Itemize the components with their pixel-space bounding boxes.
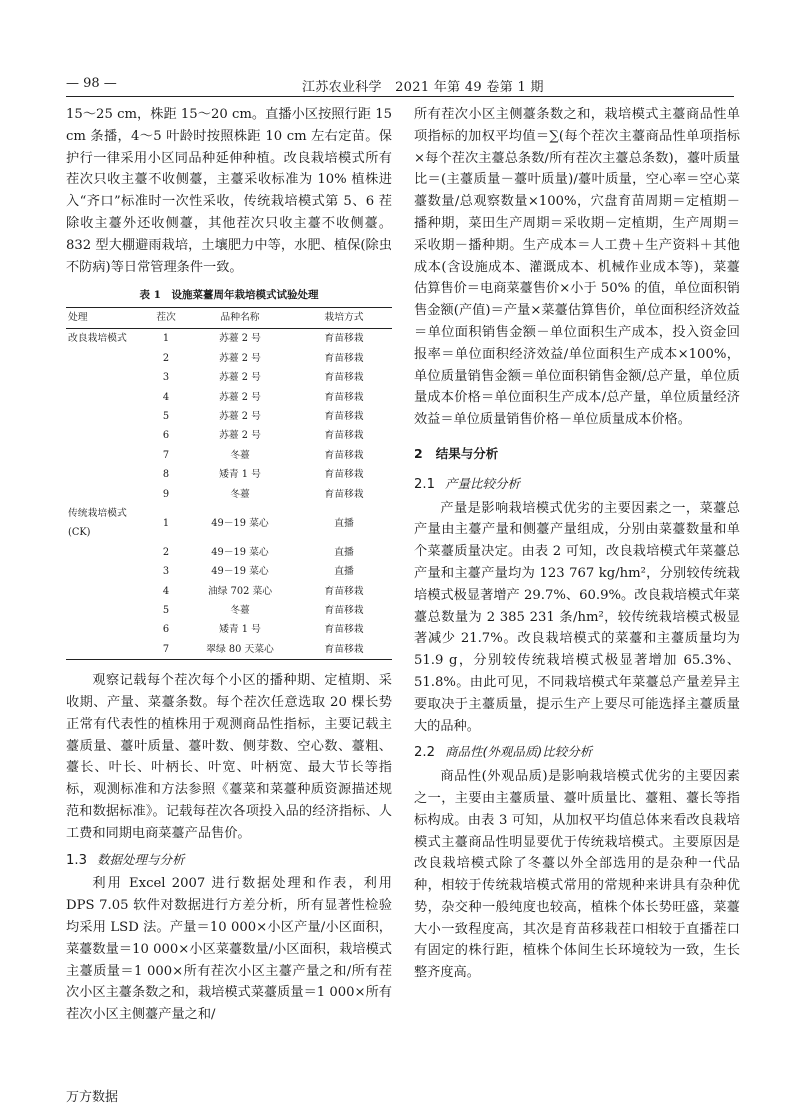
table-cell: 苏薹 2 号: [219, 372, 261, 384]
table-cell: 7: [162, 449, 170, 461]
table-row: [66, 504, 392, 543]
table-cell: 传统栽培模式(CK): [68, 508, 127, 539]
table-cell: [66, 388, 148, 407]
table-row: [66, 601, 392, 620]
table-cell: 育苗移栽: [324, 605, 364, 617]
table-cell: 49－19 菜心: [211, 546, 269, 558]
subsection-heading-2-2: [414, 741, 740, 764]
table-cell: 4: [162, 585, 170, 597]
table-row: [66, 640, 392, 660]
table-cell: [66, 543, 148, 562]
table-cell: [66, 620, 148, 639]
table-cell: 育苗移栽: [324, 449, 364, 461]
subsection-number: 2.2: [414, 745, 435, 761]
table-cell: [66, 446, 148, 465]
table-cell: 矮青 1 号: [219, 469, 261, 481]
table-cell: 1: [162, 517, 170, 529]
table-row: [66, 582, 392, 601]
table-cell: [66, 368, 148, 387]
treatment-table: [66, 307, 392, 660]
table-row: [66, 407, 392, 426]
table-caption: 表 1 设施菜薹周年栽培模式试验处理: [139, 289, 319, 302]
running-header: [66, 76, 734, 96]
paragraph-quality: 商品性(外观品质)是影响栽培模式优劣的主要因素之一，主要由主薹质量、薹叶质量比、薹粗、薹长等指标构成。由表 3 可知，从加权平均值总体来看改良栽培模式主薹商品性明显要优于传统栽培模式。主要原因是改良栽培模式除了冬薹以外全部选用的是杂种一代品种，相较于传统栽培模式常用的常规种来讲具有杂种优势，杂交种一般纯度也较高，植株个体长势旺盛，菜薹大小一致程度高，其次是育苗移栽茬口相较于直播茬口有固定的株行距，植株个体间生长环境较为一致，生长整齐度高。: [414, 769, 740, 981]
table-row: [66, 329, 392, 349]
table-cell: 育苗移栽: [296, 640, 392, 660]
table-cell: [66, 426, 148, 445]
journal-title: 江苏农业科学 2021 年第 49 卷第 1 期: [302, 80, 544, 95]
table-cell: 育苗移栽: [324, 469, 364, 481]
table-row: [66, 620, 392, 639]
table-cell: 冬薹: [230, 449, 250, 461]
table-cell: 冬薹: [230, 488, 250, 500]
table-cell: [66, 640, 148, 660]
table-cell: 3: [162, 372, 170, 384]
page-number: — 98 —: [66, 76, 117, 91]
table-cell: [66, 349, 148, 368]
table-cell: 49－19 菜心: [211, 517, 269, 529]
table-cell: 9: [162, 488, 170, 500]
table-cell: 苏薹 2 号: [219, 430, 261, 442]
table-row: [66, 562, 392, 581]
table-cell: [66, 485, 148, 504]
table-cell: 育苗移栽: [324, 430, 364, 442]
table-cell: [66, 407, 148, 426]
table-cell: 矮青 1 号: [219, 624, 261, 636]
left-column: [66, 104, 392, 1026]
table-cell: 苏薹 2 号: [219, 411, 261, 422]
table-header-cell: 处理: [66, 308, 148, 329]
right-column: [414, 104, 740, 984]
watermark-footer: 万方数据: [66, 1090, 119, 1105]
table-cell: 直播: [334, 517, 354, 529]
paragraph-observation: 观察记载每个茬次每个小区的播种期、定植期、采收期、产量、菜薹条数。每个茬次任意选取 20 棵长势正常有代表性的植株用于观测商品性指标，主要记载主薹质量、薹叶质量、薹叶数、侧芽数、空心数、薹粗、薹长、叶长、叶柄长、叶宽、叶柄宽、最大节长等指标，观测标准和方法参照《薹菜和菜薹种质资源描述规范和数据标准》。记载每茬次各项投入品的经济指标、人工费和同期电商菜薹产品售价。: [66, 673, 392, 841]
table-cell: 1: [162, 333, 170, 345]
table-cell: 直播: [334, 566, 354, 578]
section-title: 结果与分析: [435, 445, 499, 461]
table-row: [66, 368, 392, 387]
subsection-heading-2-1: [414, 473, 740, 496]
table-cell: 育苗移栽: [324, 585, 364, 597]
subsection-title: 数据处理与分析: [96, 851, 185, 867]
table-cell: [66, 601, 148, 620]
table-cell: 苏薹 2 号: [219, 352, 261, 364]
paragraph-formulas: 所有茬次小区主侧薹条数之和，栽培模式主薹商品性单项指标的加权平均值＝∑(每个茬次主薹商品性单项指标×每个茬次主薹总条数/所有茬次主薹总条数)，薹叶质量比＝(主薹质量－薹叶质量)/薹叶质量，空心率＝空心菜薹数量/总观察数量×100%，穴盘育苗周期＝定植期－播种期，菜田生产周期＝采收期－定植期，生产周期＝采收期－播种期。生产成本＝人工费＋生产资料＋其他成本(含设施成本、灌溉成本、机械作业成本等)，菜薹估算售价＝电商菜薹售价×小于 50% 的值，单位面积销售金额(产值)＝产量×菜薹估算售价，单位面积经济效益＝单位面积销售金额－单位面积生产成本，投入资金回报率＝单位面积经济效益/单位面积生产成本×100%，单位质量销售金额＝单位面积销售金额/总产量，单位质量成本价格＝单位面积生产成本/总产量，单位质量经济效益＝单位质量销售价格－单位质量成本价格。: [414, 107, 740, 428]
table-cell: 育苗移栽: [324, 352, 364, 364]
table-cell: 7: [148, 640, 184, 660]
table-cell: 4: [162, 391, 170, 403]
table-cell: 49－19 菜心: [211, 566, 269, 578]
section-number: 2: [414, 445, 423, 461]
table-cell: 育苗移栽: [324, 624, 364, 636]
table-cell: [66, 582, 148, 601]
table-cell: 2: [162, 546, 170, 558]
table-cell: 6: [162, 624, 170, 636]
table-row: [66, 465, 392, 484]
table-header-cell: 品种名称: [184, 308, 296, 329]
table-header-row: [66, 308, 392, 329]
table-row: [66, 543, 392, 562]
subsection-heading-1-3: [66, 849, 392, 872]
table-row: [66, 426, 392, 445]
subsection-title: 商品性(外观品质)比较分析: [444, 744, 593, 760]
table-row: [66, 388, 392, 407]
table-cell: 改良栽培模式: [68, 333, 127, 345]
table-cell: 5: [162, 605, 170, 617]
subsection-title: 产量比较分析: [444, 475, 520, 491]
table-cell: 育苗移栽: [324, 411, 364, 422]
paragraph-data-processing: 利用 Excel 2007 进行数据处理和作表，利用 DPS 7.05 软件对数据进行方差分析，所有显著性检验均采用 LSD 法。产量＝10 000×小区产量/小区面积，菜薹数量＝10 000×小区菜薹数量/小区面积，栽培模式主薹质量＝1 000×所有茬次小区主薹产量之和/所有茬次小区主薹条数之和，栽培模式菜薹质量＝1 000×所有茬次小区主侧薹产量之和/: [66, 876, 392, 1023]
paragraph-yield: 产量是影响栽培模式优劣的主要因素之一，菜薹总产量由主薹产量和侧薹产量组成，分别由菜薹数量和单个菜薹质量决定。由表 2 可知，改良栽培模式年菜薹总产量和主薹产量均为 123 767 kg/hm²，分别较传统栽培模式极显著增产 29.7%、60.9%。改良栽培模式年菜薹总数量为 2 385 231 条/hm²，较传统栽培模式极显著减少 21.7%。改良栽培模式的菜薹和主薹质量均为 51.9 g，分别较传统栽培模式极显著增加 65.3%、51.8%。由此可见，不同栽培模式年菜薹总产量差异主要取决于主薹质量，提示生产上要尽可能选择主薹质量大的品种。: [414, 500, 740, 734]
table-cell: 3: [162, 566, 170, 578]
table-row: [66, 446, 392, 465]
table-cell: 翠绿 80 天菜心: [184, 640, 296, 660]
paragraph-planting: 15～25 cm，株距 15～20 cm。直播小区按照行距 15 cm 条播，4～5 叶龄时按照株距 10 cm 左右定苗。保护行一律采用小区同品种延伸种植。改良栽培模式所有茬次只收主薹不收侧薹，主薹采收标准为 10% 植株进入“齐口”标准时一次性采收，传统栽培模式第 5、6 茬除收主薹外还收侧薹，其他茬次只收主薹不收侧薹。832 型大棚避雨栽培，土壤肥力中等，水肥、植保(除虫不防病)等日常管理条件一致。: [66, 107, 392, 275]
table-cell: 育苗移栽: [324, 333, 364, 345]
table-cell: 苏薹 2 号: [219, 333, 261, 345]
section-heading-2: [414, 443, 740, 465]
table-cell: 直播: [334, 546, 354, 558]
table-cell: 苏薹 2 号: [219, 391, 261, 403]
table-cell: 8: [162, 469, 170, 481]
subsection-number: 2.1: [414, 476, 435, 492]
table-cell: 冬薹: [230, 605, 250, 617]
table-header-cell: 茬次: [148, 308, 184, 329]
table-cell: 油绿 702 菜心: [207, 585, 273, 597]
table-cell: 育苗移栽: [324, 488, 364, 500]
table-cell: 育苗移栽: [324, 372, 364, 384]
table-cell: 2: [162, 352, 170, 364]
table-row: [66, 349, 392, 368]
header-rule: [66, 96, 734, 97]
table-cell: 育苗移栽: [324, 391, 364, 403]
table-row: [66, 485, 392, 504]
subsection-number: 1.3: [66, 852, 87, 868]
table-cell: [66, 562, 148, 581]
table-cell: [66, 465, 148, 484]
table-cell: 5: [162, 411, 170, 422]
table-cell: 6: [162, 430, 170, 442]
table-header-cell: 栽培方式: [296, 308, 392, 329]
